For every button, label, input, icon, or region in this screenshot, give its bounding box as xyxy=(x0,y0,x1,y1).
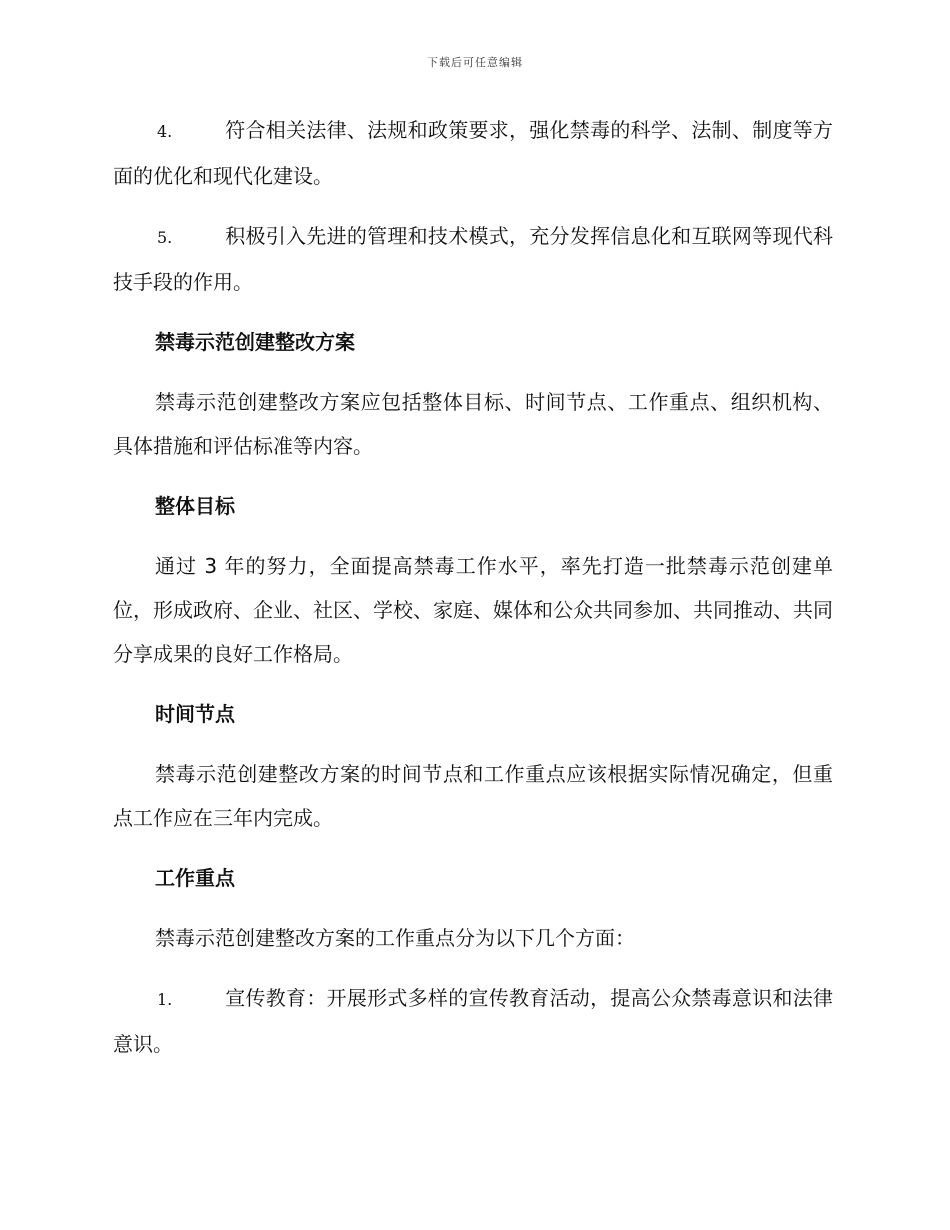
list-number: 5. xyxy=(157,228,173,247)
section-heading-timeline: 时间节点 xyxy=(155,702,235,726)
list-item-text: 符合相关法律、法规和政策要求，强化禁毒的科学、法制、制度等方面的优化和现代化建设。 xyxy=(113,118,833,188)
paragraph-overall-goal: 通过 3 年的努力，全面提高禁毒工作水平，率先打造一批禁毒示范创建单位，形成政府、企业、社区、学校、家庭、媒体和公众共同参加、共同推动、共同分享成果的良好工作格局。 xyxy=(113,554,833,666)
document-body xyxy=(113,108,833,1082)
list-number: 4. xyxy=(157,122,173,141)
section-heading-work-focus: 工作重点 xyxy=(155,866,235,890)
list-item-text: 积极引入先进的管理和技术模式，充分发挥信息化和互联网等现代科技手段的作用。 xyxy=(113,224,833,294)
paragraph-work-focus-intro: 禁毒示范创建整改方案的工作重点分为以下几个方面： xyxy=(155,926,635,950)
paragraph-plan-content: 禁毒示范创建整改方案应包括整体目标、时间节点、工作重点、组织机构、具体措施和评估标准等内容。 xyxy=(113,390,833,458)
section-heading-overall-goal: 整体目标 xyxy=(155,494,235,518)
list-item-4 xyxy=(113,108,833,198)
list-number: 1. xyxy=(157,990,173,1009)
section-heading-plan: 禁毒示范创建整改方案 xyxy=(155,330,355,354)
list-item-text: 宣传教育：开展形式多样的宣传教育活动，提高公众禁毒意识和法律意识。 xyxy=(113,986,833,1056)
list-item-1 xyxy=(113,976,833,1066)
list-item-5 xyxy=(113,214,833,304)
paragraph-timeline: 禁毒示范创建整改方案的时间节点和工作重点应该根据实际情况确定，但重点工作应在三年内完成。 xyxy=(113,762,833,830)
header-note: 下载后可任意编辑 xyxy=(427,56,523,69)
